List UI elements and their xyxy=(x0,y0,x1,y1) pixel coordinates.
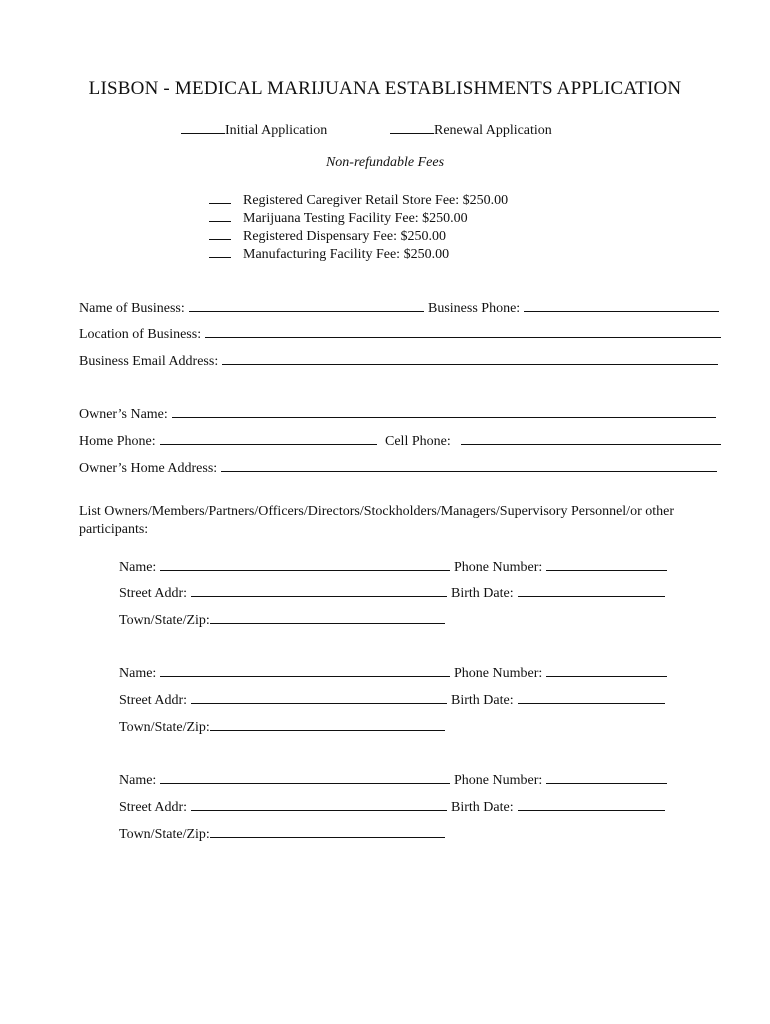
renewal-application-blank[interactable] xyxy=(390,120,434,134)
owner-name-row xyxy=(79,405,716,423)
participant-street-label: Street Addr: xyxy=(119,586,188,601)
business-email-row xyxy=(79,352,718,370)
participant-3-name-row xyxy=(119,771,450,789)
business-location-label: Location of Business: xyxy=(79,327,202,342)
home-phone-row xyxy=(79,432,377,450)
business-phone-field[interactable] xyxy=(524,299,719,312)
initial-application-option[interactable] xyxy=(181,120,327,139)
participant-name-label: Name: xyxy=(119,560,157,575)
initial-application-blank[interactable] xyxy=(181,120,225,134)
fee-label: Registered Dispensary Fee: $250.00 xyxy=(243,229,446,244)
business-phone-label: Business Phone: xyxy=(428,301,521,316)
owner-name-label: Owner’s Name: xyxy=(79,407,168,422)
fee-item-testing-facility[interactable] xyxy=(209,209,468,227)
participant-2-phone-field[interactable] xyxy=(546,664,667,677)
participant-2-birth-row xyxy=(451,691,665,709)
home-phone-label: Home Phone: xyxy=(79,434,156,449)
renewal-application-label: Renewal Application xyxy=(434,123,552,138)
participant-3-town-field[interactable] xyxy=(210,825,445,838)
renewal-application-option[interactable] xyxy=(390,120,552,139)
participant-3-phone-field[interactable] xyxy=(546,771,667,784)
participant-town-label: Town/State/Zip: xyxy=(119,827,210,842)
participant-1-name-field[interactable] xyxy=(160,558,450,571)
business-name-label: Name of Business: xyxy=(79,301,185,316)
participant-name-label: Name: xyxy=(119,666,157,681)
owner-home-address-row xyxy=(79,459,717,477)
participant-phone-label: Phone Number: xyxy=(454,773,543,788)
fee-checkbox-blank[interactable] xyxy=(209,227,231,240)
home-phone-field[interactable] xyxy=(160,432,377,445)
business-location-field[interactable] xyxy=(205,325,721,338)
participant-2-street-field[interactable] xyxy=(191,691,447,704)
fees-heading: Non-refundable Fees xyxy=(325,155,445,170)
cell-phone-row xyxy=(385,432,721,450)
participant-2-birth-field[interactable] xyxy=(518,691,665,704)
fee-checkbox-blank[interactable] xyxy=(209,209,231,222)
business-phone-row xyxy=(428,299,719,317)
participant-name-label: Name: xyxy=(119,773,157,788)
participant-birth-label: Birth Date: xyxy=(451,693,514,708)
cell-phone-field[interactable] xyxy=(461,432,721,445)
participant-birth-label: Birth Date: xyxy=(451,800,514,815)
participant-2-name-field[interactable] xyxy=(160,664,450,677)
participant-3-birth-field[interactable] xyxy=(518,798,665,811)
participant-birth-label: Birth Date: xyxy=(451,586,514,601)
participants-instructions: List Owners/Members/Partners/Officers/Directors/Stockholders/Managers/Supervisory Personnel/or other participants: xyxy=(79,504,674,537)
participant-1-name-row xyxy=(119,558,450,576)
participant-1-street-row xyxy=(119,584,447,602)
participant-2-street-row xyxy=(119,691,447,709)
owner-name-field[interactable] xyxy=(172,405,716,418)
initial-application-label: Initial Application xyxy=(225,123,328,138)
participant-street-label: Street Addr: xyxy=(119,693,188,708)
fee-checkbox-blank[interactable] xyxy=(209,191,231,204)
participant-1-town-field[interactable] xyxy=(210,611,445,624)
business-name-field[interactable] xyxy=(189,299,424,312)
participant-3-phone-row xyxy=(454,771,667,789)
participant-2-phone-row xyxy=(454,664,667,682)
participant-3-name-field[interactable] xyxy=(160,771,450,784)
fee-item-manufacturing[interactable] xyxy=(209,245,449,263)
participant-3-street-field[interactable] xyxy=(191,798,447,811)
participant-phone-label: Phone Number: xyxy=(454,666,543,681)
participant-1-town-row xyxy=(119,611,445,629)
participant-town-label: Town/State/Zip: xyxy=(119,613,210,628)
page-title: LISBON - MEDICAL MARIJUANA ESTABLISHMENTS APPLICATION xyxy=(88,78,682,99)
participant-3-street-row xyxy=(119,798,447,816)
participant-2-name-row xyxy=(119,664,450,682)
participant-3-birth-row xyxy=(451,798,665,816)
participant-1-birth-row xyxy=(451,584,665,602)
fee-label: Registered Caregiver Retail Store Fee: $250.00 xyxy=(243,193,509,208)
participant-street-label: Street Addr: xyxy=(119,800,188,815)
owner-home-address-field[interactable] xyxy=(221,459,717,472)
participant-2-town-row xyxy=(119,718,445,736)
participant-1-street-field[interactable] xyxy=(191,584,447,597)
fee-item-caregiver-retail[interactable] xyxy=(209,191,508,209)
participant-town-label: Town/State/Zip: xyxy=(119,720,210,735)
business-email-field[interactable] xyxy=(222,352,718,365)
business-name-row xyxy=(79,299,424,317)
owner-home-address-label: Owner’s Home Address: xyxy=(79,461,218,476)
fee-label: Manufacturing Facility Fee: $250.00 xyxy=(243,247,450,262)
business-location-row xyxy=(79,325,721,343)
participant-1-phone-row xyxy=(454,558,667,576)
participant-2-town-field[interactable] xyxy=(210,718,445,731)
participant-phone-label: Phone Number: xyxy=(454,560,543,575)
business-email-label: Business Email Address: xyxy=(79,354,219,369)
participant-1-birth-field[interactable] xyxy=(518,584,665,597)
fee-checkbox-blank[interactable] xyxy=(209,245,231,258)
cell-phone-label: Cell Phone: xyxy=(385,434,451,449)
participant-3-town-row xyxy=(119,825,445,843)
participant-1-phone-field[interactable] xyxy=(546,558,667,571)
fee-item-dispensary[interactable] xyxy=(209,227,446,245)
fee-label: Marijuana Testing Facility Fee: $250.00 xyxy=(243,211,468,226)
